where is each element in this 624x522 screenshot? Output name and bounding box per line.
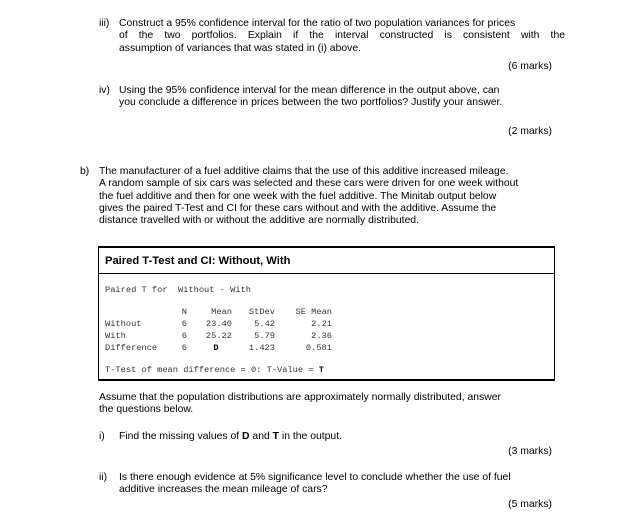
question-iv-text (119, 85, 565, 110)
bold-t: T (272, 431, 280, 442)
text-line: the questions below. (99, 404, 194, 416)
header-mean: Mean (211, 307, 232, 317)
question-b-i-number: i) (99, 431, 105, 442)
question-b-text (99, 166, 555, 227)
row-se-mean: 0.581 (305, 343, 332, 353)
row-n: 6 (181, 319, 187, 329)
question-iv-number: iv) (99, 85, 110, 96)
row-mean: 23.40 (205, 319, 232, 329)
text-line: gives the paired T-Test and CI for these cars without and with the additive. Assume the (99, 202, 497, 214)
row-mean: 25.22 (205, 331, 232, 341)
marks-iii: (6 marks) (508, 61, 552, 72)
text-line: of the two portfolios. Explain if the interval constructed is consistent with the (119, 30, 565, 42)
row-stdev: 5.79 (254, 331, 275, 341)
row-label: Difference (105, 343, 158, 353)
question-iii-text (119, 18, 565, 55)
text-line: assumption of variances that was stated in (i) above. (119, 42, 361, 54)
marks-b-ii: (5 marks) (508, 499, 552, 510)
question-b-ii-text (119, 472, 559, 497)
text-line: Construct a 95% confidence interval for the ratio of two population variances for prices (119, 18, 516, 29)
row-mean-missing-d: D (213, 343, 219, 353)
assumption-text (99, 392, 555, 417)
row-se-mean: 2.21 (311, 319, 332, 329)
text-span: and (249, 431, 273, 442)
row-stdev: 1.423 (248, 343, 275, 353)
header-stdev: StDev (248, 307, 275, 317)
ttest-line (105, 365, 324, 376)
output-title-divider (99, 273, 554, 274)
question-b-number: b) (80, 166, 90, 177)
output-title: Paired T-Test and CI: Without, With (105, 255, 291, 267)
question-b-i-text (119, 431, 342, 443)
text-line: The manufacturer of a fuel additive claims that the use of this additive increased mileage. (99, 166, 509, 177)
output-subtitle: Paired T for Without - With (105, 285, 251, 295)
ttest-prefix: T-Test of mean difference = 0: T-Value = (105, 365, 319, 375)
question-b-ii-number: ii) (99, 472, 108, 483)
row-se-mean: 2.36 (311, 331, 332, 341)
bold-d: D (242, 431, 250, 442)
text-span: Find the missing values of (119, 431, 243, 442)
marks-iv: (2 marks) (508, 126, 552, 137)
text-line: the fuel additive and then for one week with the fuel additive. The Minitab output below (99, 190, 497, 202)
text-line: Using the 95% confidence interval for the mean difference in the output above, can (119, 85, 500, 96)
text-line: you conclude a difference in prices between the two portfolios? Justify your answer. (119, 97, 503, 109)
marks-b-i: (3 marks) (508, 446, 552, 457)
question-iii-number: iii) (99, 18, 110, 29)
row-n: 6 (181, 331, 187, 341)
text-line: A random sample of six cars was selected and these cars were driven for one week without (99, 178, 519, 190)
row-label: With (105, 331, 126, 341)
ttest-missing-t: T (318, 365, 324, 375)
row-stdev: 5.42 (254, 319, 275, 329)
header-n: N (181, 307, 187, 317)
row-label: Without (105, 319, 142, 329)
header-se-mean: SE Mean (295, 307, 332, 317)
text-line: Is there enough evidence at 5% significance level to conclude whether the use of fuel (119, 472, 511, 483)
text-line: Assume that the population distributions are approximately normally distributed, answer (99, 392, 501, 403)
text-line: additive increases the mean mileage of cars? (119, 484, 328, 496)
text-line: distance travelled with or without the additive are normally distributed. (99, 215, 419, 227)
text-span: in the output. (279, 431, 342, 442)
minitab-output-box (98, 246, 555, 381)
row-n: 6 (181, 343, 187, 353)
